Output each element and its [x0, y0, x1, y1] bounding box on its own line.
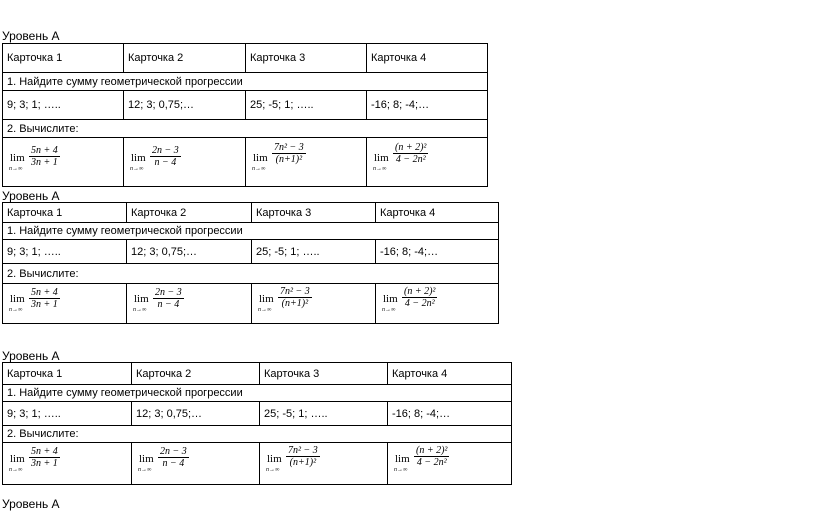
level-heading-4: Уровень А [2, 497, 60, 511]
card-header-2: Карточка 2 [127, 203, 252, 223]
card-header-1: Карточка 1 [3, 203, 127, 223]
card-header-2: Карточка 2 [124, 44, 246, 73]
card-table-1 [2, 43, 488, 187]
sequence-card-2: 12; 3; 0,75;… [127, 240, 252, 264]
limit-card-2: lim n→∞ $\frac{2n - 3}{n - 4}$ [133, 286, 182, 313]
sequence-card-3: 25; -5; 1; ….. [246, 91, 367, 120]
limit-card-2: lim n→∞ $\frac{2n - 3}{n - 4}$ [138, 445, 187, 473]
sequence-card-1: 9; 3; 1; ….. [3, 402, 132, 426]
sequence-card-4: -16; 8; -4;… [367, 91, 488, 120]
sequence-card-2: 12; 3; 0,75;… [124, 91, 246, 120]
limit-card-4: lim n→∞ $\frac{\text{(n + 2)²}}{\text{4 − 2n²}}$ [394, 444, 448, 473]
card-header-4: Карточка 4 [367, 44, 488, 73]
card-header-3: Карточка 3 [260, 363, 388, 385]
card-header-1: Карточка 1 [3, 44, 124, 73]
sequence-card-1: 9; 3; 1; ….. [3, 91, 124, 120]
card-table-2 [2, 202, 499, 324]
limit-card-3: lim n→∞ $\frac{\text{7n² − 3}}{\text{(n+1)²}}$ [252, 141, 304, 172]
task2-title: 2. Вычислите: [3, 120, 488, 138]
limit-card-1: lim n→∞ $\frac{5n + 4}{3n + 1}$ [9, 144, 58, 172]
task2-title: 2. Вычислите: [3, 264, 499, 284]
card-header-4: Карточка 4 [388, 363, 512, 385]
level-heading-3: Уровень А [2, 349, 60, 363]
task1-title: 1. Найдите сумму геометрической прогрессии [3, 223, 499, 240]
sequence-card-4: -16; 8; -4;… [376, 240, 499, 264]
limit-card-3: lim n→∞ $\frac{\text{7n² − 3}}{\text{(n+1)²}}$ [258, 285, 310, 313]
card-header-3: Карточка 3 [246, 44, 367, 73]
task2-title: 2. Вычислите: [3, 426, 512, 443]
card-header-2: Карточка 2 [132, 363, 260, 385]
card-table-3 [2, 362, 512, 485]
task1-title: 1. Найдите сумму геометрической прогрессии [3, 385, 512, 402]
card-header-1: Карточка 1 [3, 363, 132, 385]
task1-title: 1. Найдите сумму геометрической прогрессии [3, 73, 488, 91]
limit-card-1: lim n→∞ $\frac{5n + 4}{3n + 1}$ [9, 286, 58, 313]
limit-card-4: lim n→∞ $\frac{\text{(n + 2)²}}{\text{4 − 2n²}}$ [373, 141, 427, 172]
sequence-card-3: 25; -5; 1; ….. [260, 402, 388, 426]
sequence-card-2: 12; 3; 0,75;… [132, 402, 260, 426]
level-heading-2: Уровень А [2, 189, 60, 203]
limit-card-4: lim n→∞ $\frac{\text{(n + 2)²}}{\text{4 − 2n²}}$ [382, 285, 436, 313]
sequence-card-3: 25; -5; 1; ….. [252, 240, 376, 264]
sequence-card-4: -16; 8; -4;… [388, 402, 512, 426]
limit-card-2: lim n→∞ $\frac{2n - 3}{n - 4}$ [130, 144, 179, 172]
sequence-card-1: 9; 3; 1; ….. [3, 240, 127, 264]
limit-card-1: lim n→∞ $\frac{5n + 4}{3n + 1}$ [9, 445, 58, 473]
level-heading-1: Уровень А [2, 29, 60, 43]
card-header-4: Карточка 4 [376, 203, 499, 223]
limit-card-3: lim n→∞ $\frac{\text{7n² − 3}}{\text{(n+1)²}}$ [266, 444, 318, 473]
card-header-3: Карточка 3 [252, 203, 376, 223]
